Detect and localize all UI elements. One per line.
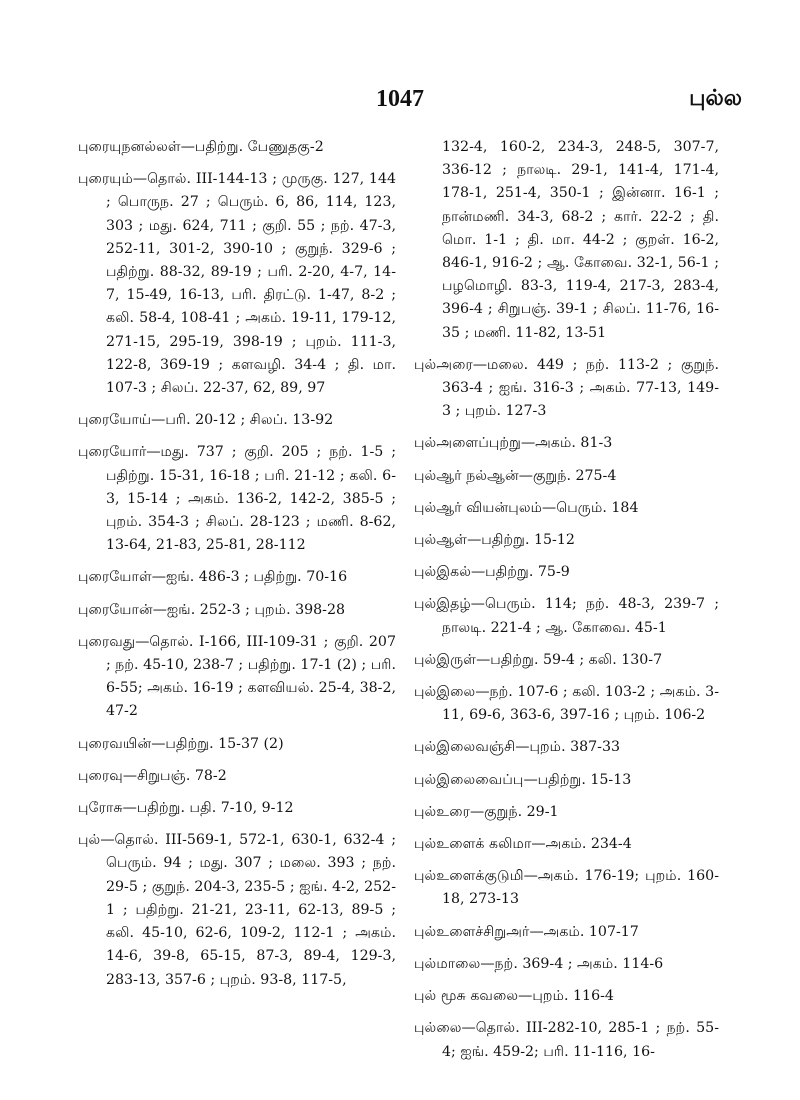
index-entry: புல்இகல்—பதிற்று. 75-9	[414, 564, 570, 581]
index-entry: புல்இலை—நற். 107-6 ; கலி. 103-2 ; அகம். 3-11, 69-6, 363-6, 397-16 ; புறம். 106-2	[414, 684, 719, 724]
index-entry: புல்ஆர் நல்ஆன்—குறுந். 275-4	[414, 467, 617, 484]
index-entry-continuation: 132-4, 160-2, 234-3, 248-5, 307-7, 336-12 ; நாலடி. 29-1, 141-4, 171-4, 178-1, 251-4, 350-1 ; இன்னா. 16-1 ; நான்மணி. 34-3, 68-2 ; கார். 22-2 ; தி. மொ. 1-1 ; தி. மா. 44-2 ; குறள். 16-2, 846-1, 916-2 ; ஆ. கோவை. 32-1, 56-1 ; பழமொழி. 83-3, 119-4, 217-3, 283-4, 396-4 ; சிறுபஞ். 39-1 ; சிலப். 11-76, 16-35 ; மணி. 11-82, 13-51	[442, 139, 719, 341]
left-column	[78, 136, 396, 1001]
index-entry: புல்லை—தொல். III-282-10, 285-1 ; நற். 55-4; ஐங். 459-2; பரி. 11-116, 16-	[414, 1020, 719, 1060]
index-entry: புல்இதழ்—பெரும். 114; நற். 48-3, 239-7 ; நாலடி. 221-4 ; ஆ. கோவை. 45-1	[414, 596, 719, 636]
index-entry: புல்மாலை—நற். 369-4 ; அகம். 114-6	[414, 955, 664, 972]
index-entry: புரையோள்—ஐங். 486-3 ; பதிற்று. 70-16	[78, 569, 348, 586]
running-head: புல்ல	[689, 86, 742, 111]
index-entry: புரையோன்—ஐங். 252-3 ; புறம். 398-28	[78, 601, 346, 618]
index-entry: புரையோய்—பரி. 20-12 ; சிலப். 13-92	[78, 412, 334, 429]
index-entry: புல்—தொல். III-569-1, 572-1, 630-1, 632-4 ; பெரும். 94 ; மது. 307 ; மலை. 393 ; நற். 29-5 ; குறுந். 204-3, 235-5 ; ஐங். 4-2, 252-1 ; பதிற்று. 21-21, 23-11, 62-13, 89-5 ; கலி. 45-10, 62-6, 109-2, 112-1 ; அகம். 14-6, 39-8, 65-15, 87-3, 89-4, 129-3, 283-13, 357-6 ; புறம். 93-8, 117-5,	[78, 832, 396, 988]
page-number: 1047	[376, 86, 424, 112]
index-entry: புல்உரை—குறுந். 29-1	[414, 803, 559, 820]
index-entry: புல்உளைச்சிறுஅர்—அகம். 107-17	[414, 923, 639, 940]
index-entry: புரோசு—பதிற்று. பதி. 7-10, 9-12	[78, 800, 294, 817]
index-entry: புல்இருள்—பதிற்று. 59-4 ; கலி. 130-7	[414, 651, 663, 668]
index-entry: புல் மூசு கவலை—புறம். 116-4	[414, 988, 614, 1005]
index-entry: புரைவது—தொல். I-166, III-109-31 ; குறி. 207 ; நற். 45-10, 238-7 ; பதிற்று. 17-1 (2) ; பரி. 6-55; அகம். 16-19 ; களவியல். 25-4, 38-2, 47-2	[78, 633, 396, 720]
index-entry: புல்உளைக் கலிமா—அகம். 234-4	[414, 836, 632, 853]
index-entry: புரைவு—சிறுபஞ். 78-2	[78, 767, 227, 784]
index-entry: புரைவயின்—பதிற்று. 15-37 (2)	[78, 735, 284, 752]
index-entry: புல்அரை—மலை. 449 ; நற். 113-2 ; குறுந். 363-4 ; ஐங். 316-3 ; அகம். 77-13, 149-3 ; புறம். 127-3	[414, 356, 719, 420]
index-entry: புல்ஆர் வியன்புலம்—பெரும். 184	[414, 499, 639, 516]
index-entry: புல்இலைவைப்பு—பதிற்று. 15-13	[414, 771, 632, 788]
index-entry: புரையோர்—மது. 737 ; குறி. 205 ; நற். 1-5 ; பதிற்று. 15-31, 16-18 ; பரி. 21-12 ; கலி. 6-3, 15-14 ; அகம். 136-2, 142-2, 385-5 ; புறம். 354-3 ; சிலப். 28-123 ; மணி. 8-62, 13-64, 21-83, 25-81, 28-112	[78, 444, 396, 554]
right-column	[414, 136, 719, 1073]
index-entry: புல்உளைக்குடுமி—அகம். 176-19; புறம். 160-18, 273-13	[414, 868, 719, 908]
index-entry: புரையுநனல்லள்—பதிற்று. பேணுதகு-2	[78, 139, 324, 155]
index-entry: புல்அளைப்புற்று—அகம். 81-3	[414, 435, 613, 452]
index-entry: புல்இலைவஞ்சி—புறம். 387-33	[414, 739, 621, 756]
index-entry: புரையும்—தொல். III-144-13 ; முருகு. 127, 144 ; பொருந. 27 ; பெரும். 6, 86, 114, 123, 303 ; மது. 624, 711 ; குறி. 55 ; நற். 47-3, 252-11, 301-2, 390-10 ; குறுந். 329-6 ; பதிற்று. 88-32, 89-19 ; பரி. 2-20, 4-7, 14-7, 15-49, 16-13, பரி. திரட்டு. 1-47, 8-2 ; கலி. 58-4, 108-41 ; அகம். 19-11, 179-12, 271-15, 295-19, 398-19 ; புறம். 111-3, 122-8, 369-19 ; களவழி. 34-4 ; தி. மா. 107-3 ; சிலப். 22-37, 62, 89, 97	[78, 171, 396, 397]
index-entry: புல்ஆள்—பதிற்று. 15-12	[414, 532, 575, 549]
